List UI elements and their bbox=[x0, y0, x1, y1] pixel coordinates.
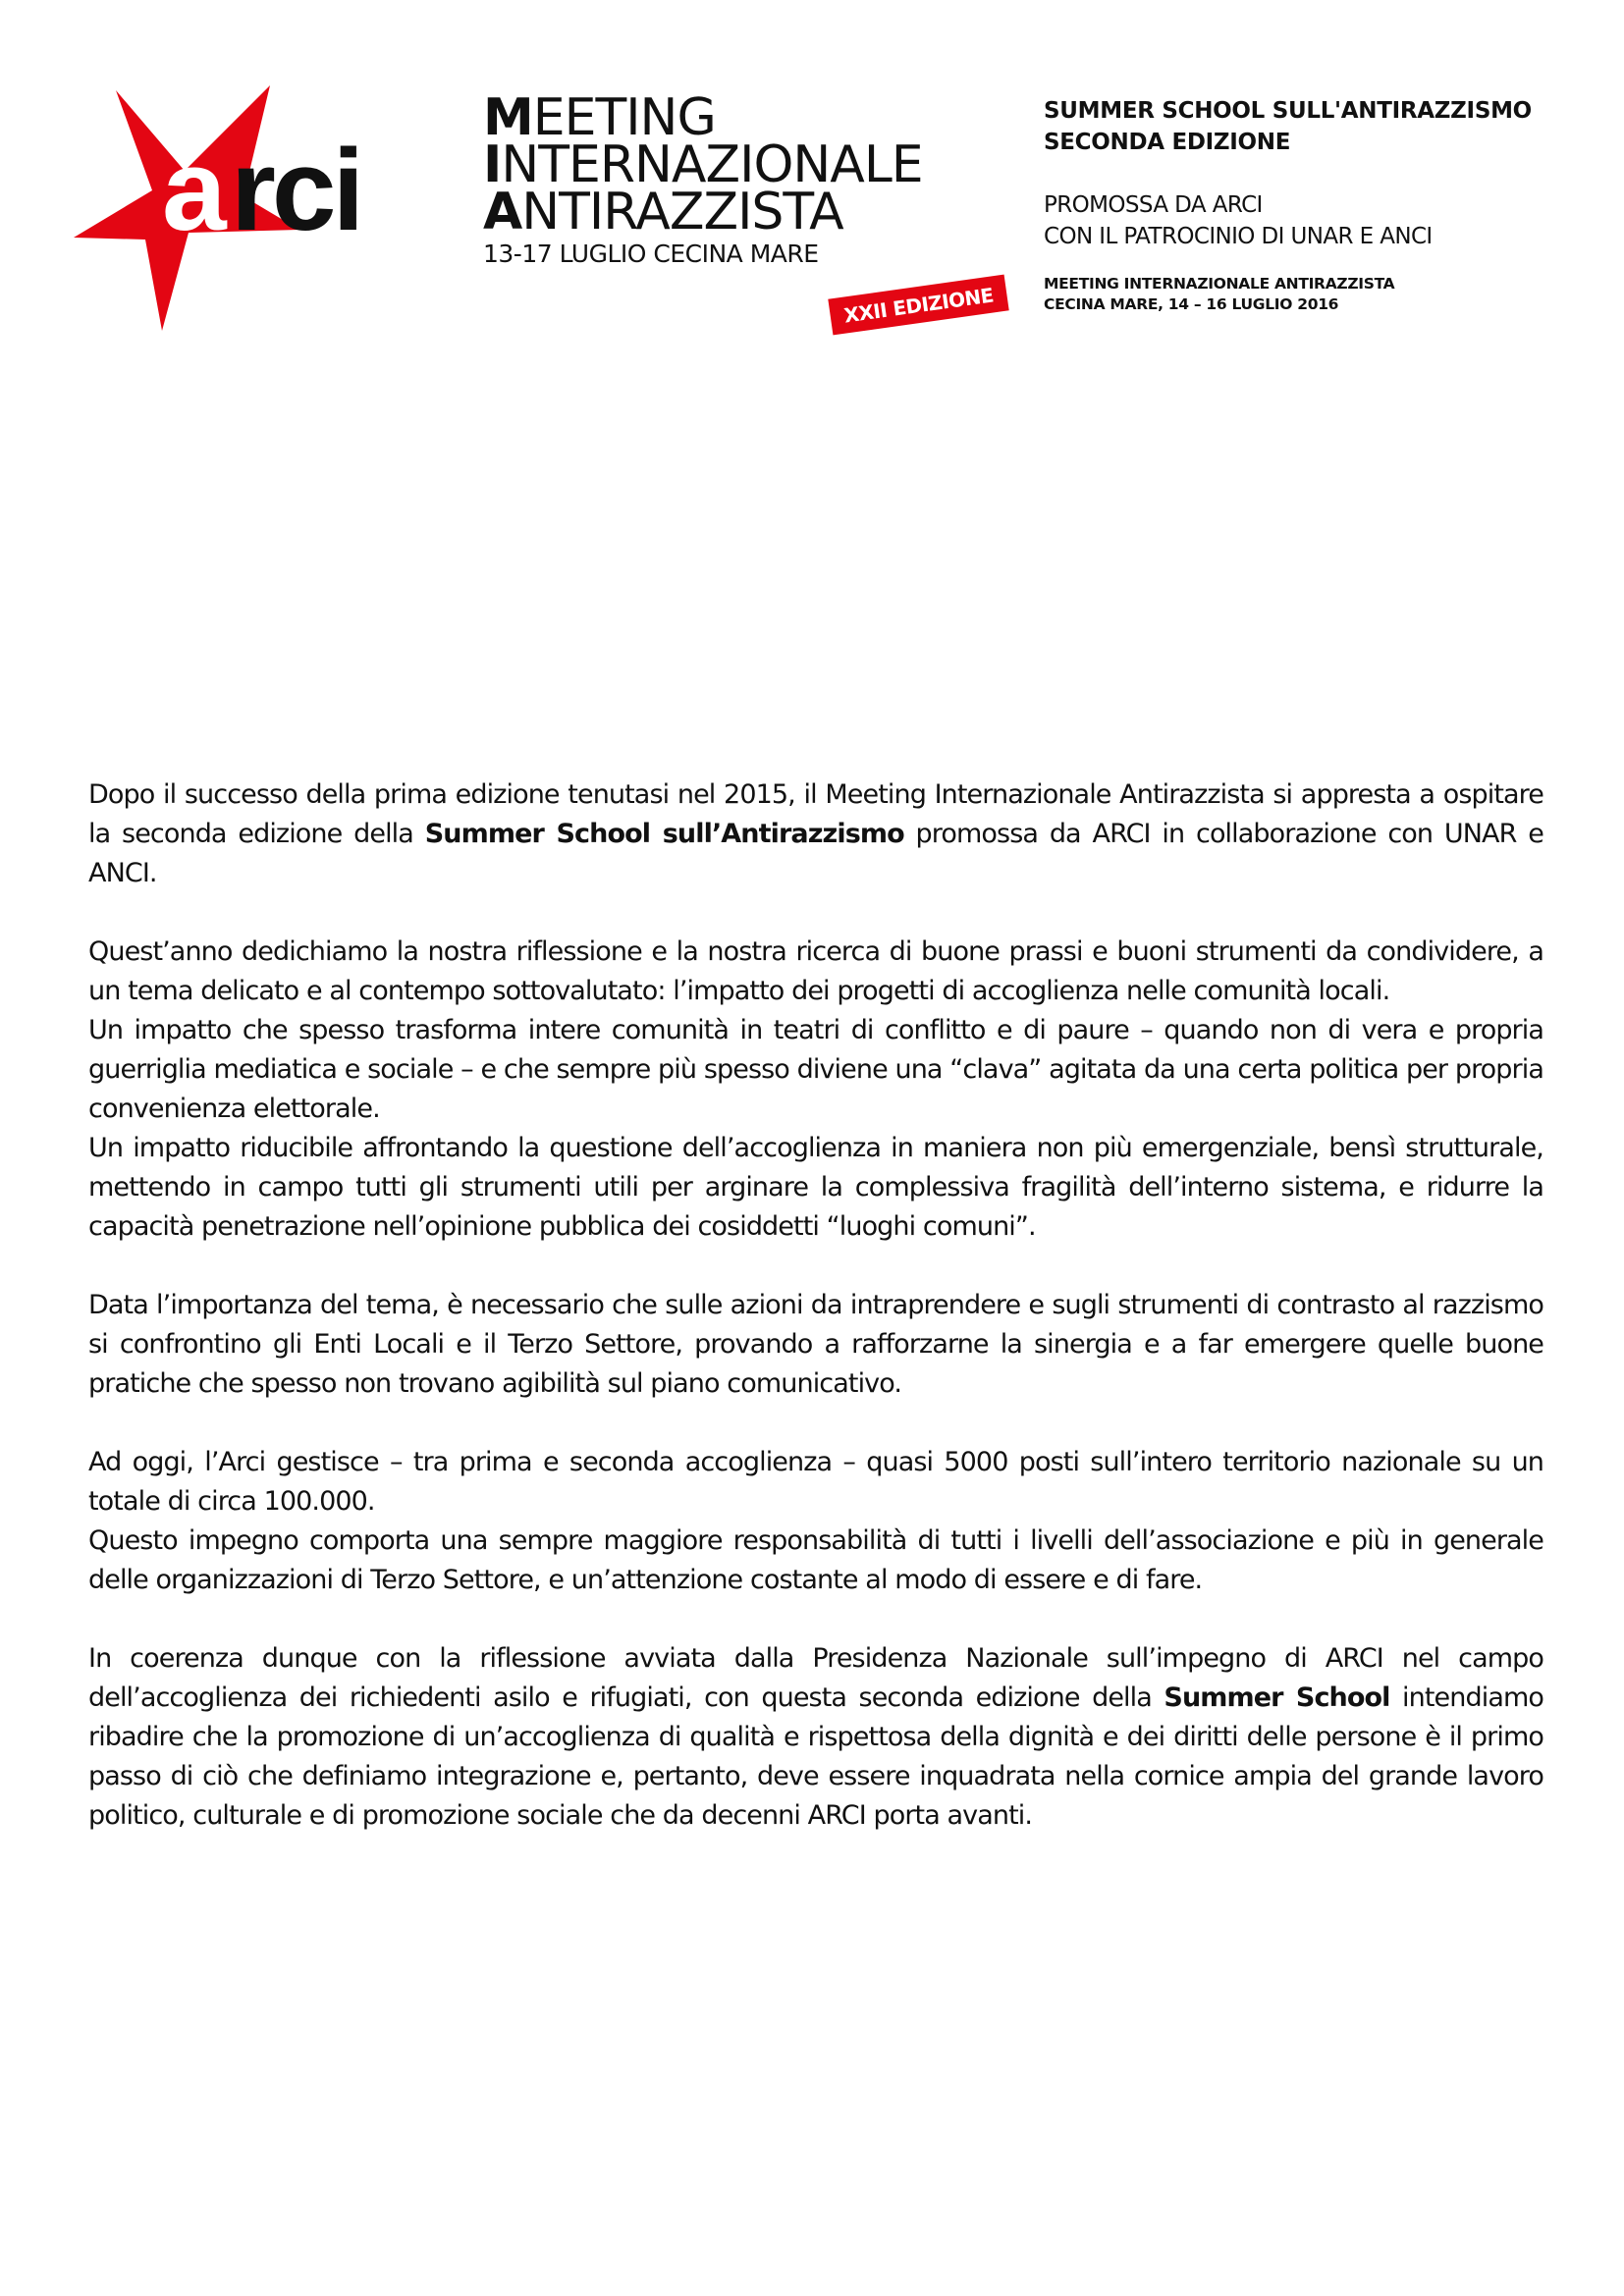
paragraph-intro: Dopo il successo della prima edizione tenutasi nel 2015, il Meeting Internazionale Antirazzista si appresta a ospitare la seconda edizione della Summer School sull’Antirazzismo promossa da ARCI in collaborazione con UNAR e ANCI. bbox=[88, 779, 1543, 888]
meeting-line-2: CECINA MARE, 14 – 16 LUGLIO 2016 bbox=[1044, 295, 1339, 313]
sentence: Un impatto riducibile affrontando la questione dell’accoglienza in maniera non più emergenziale, bensì strutturale, mettendo in campo tutti gli strumenti utili per arginare la complessiva fragilità dell’interno sistema, e ridurre la capacità penetrazione nell’opinione pubblica dei cosiddetti “luoghi comuni”. bbox=[88, 1133, 1543, 1242]
event-title bbox=[483, 88, 923, 269]
summer-school-heading bbox=[1044, 95, 1532, 158]
title-line-internazionale: INTERNAZIONALE bbox=[483, 135, 923, 194]
paragraph-arci-numbers bbox=[88, 1443, 1543, 1600]
sentence: Quest’anno dedichiamo la nostra riflessione e la nostra ricerca di buone prassi e buoni strumenti da condividere, a un tema delicato e al contempo sottovalutato: l’impatto dei progetti di accoglienza nelle comunità locali. bbox=[88, 936, 1543, 1006]
meeting-line-1: MEETING INTERNAZIONALE ANTIRAZZISTA bbox=[1044, 275, 1395, 293]
header-info bbox=[1044, 95, 1532, 315]
sentence: Questo impegno comporta una sempre maggiore responsabilità di tutti i livelli dell’associazione e più in generale delle organizzazioni di Terzo Settore, e un’attenzione costante al modo di essere e di fare. bbox=[88, 1525, 1543, 1595]
promotion-info bbox=[1044, 189, 1532, 252]
promo-line-1: PROMOSSA DA ARCI bbox=[1044, 192, 1263, 218]
heading-line-2: SECONDA EDIZIONE bbox=[1044, 130, 1291, 155]
title-line-antirazzista: ANTIRAZZISTA bbox=[483, 183, 843, 241]
svg-text:rci: rci bbox=[231, 126, 361, 255]
sentence: Ad oggi, l’Arci gestisce – tra prima e seconda accoglienza – quasi 5000 posti sull’intero territorio nazionale su un totale di circa 100.000. bbox=[88, 1447, 1543, 1517]
sentence: Un impatto che spesso trasforma intere comunità in teatri di conflitto e di paure – quando non di vera e propria guerriglia mediatica e sociale – e che sempre più spesso diviene una “clava” agitata da una certa politica per propria convenienza elettorale. bbox=[88, 1015, 1543, 1124]
heading-line-1: SUMMER SCHOOL SULL'ANTIRAZZISMO bbox=[1044, 98, 1532, 124]
event-dates: 13-17 LUGLIO CECINA MARE bbox=[483, 240, 819, 268]
svg-text:a: a bbox=[162, 126, 223, 255]
arci-logo bbox=[69, 80, 422, 336]
edition-badge: XXII EDIZIONE bbox=[828, 275, 1009, 336]
paragraph-conclusion: In coerenza dunque con la riflessione avviata dalla Presidenza Nazionale sull’impegno di ARCI nel campo dell’accoglienza dei richiedenti asilo e rifugiati, con questa seconda edizione della Summer School intendiamo ribadire che la promozione di un’accoglienza di qualità e rispettosa della dignità e dei diritti delle persone è il primo passo di ciò che definiamo integrazione e, pertanto, deve essere inquadrata nella cornice ampia del grande lavoro politico, culturale e di promozione sociale che da decenni ARCI porta avanti. bbox=[88, 1643, 1543, 1831]
meeting-location-date bbox=[1044, 274, 1532, 315]
paragraph-importance: Data l’importanza del tema, è necessario che sulle azioni da intraprendere e sugli strumenti di contrasto al razzismo si confrontino gli Enti Locali e il Terzo Settore, provando a rafforzarne la sinergia e a far emergere quelle buone pratiche che spesso non trovano agibilità sul piano comunicativo. bbox=[88, 1290, 1543, 1399]
body-text bbox=[88, 775, 1543, 1875]
paragraph-theme bbox=[88, 933, 1543, 1247]
title-line-meeting: MEETING bbox=[483, 88, 716, 147]
red-star-icon bbox=[69, 80, 422, 336]
promo-line-2: CON IL PATROCINIO DI UNAR E ANCI bbox=[1044, 224, 1433, 249]
